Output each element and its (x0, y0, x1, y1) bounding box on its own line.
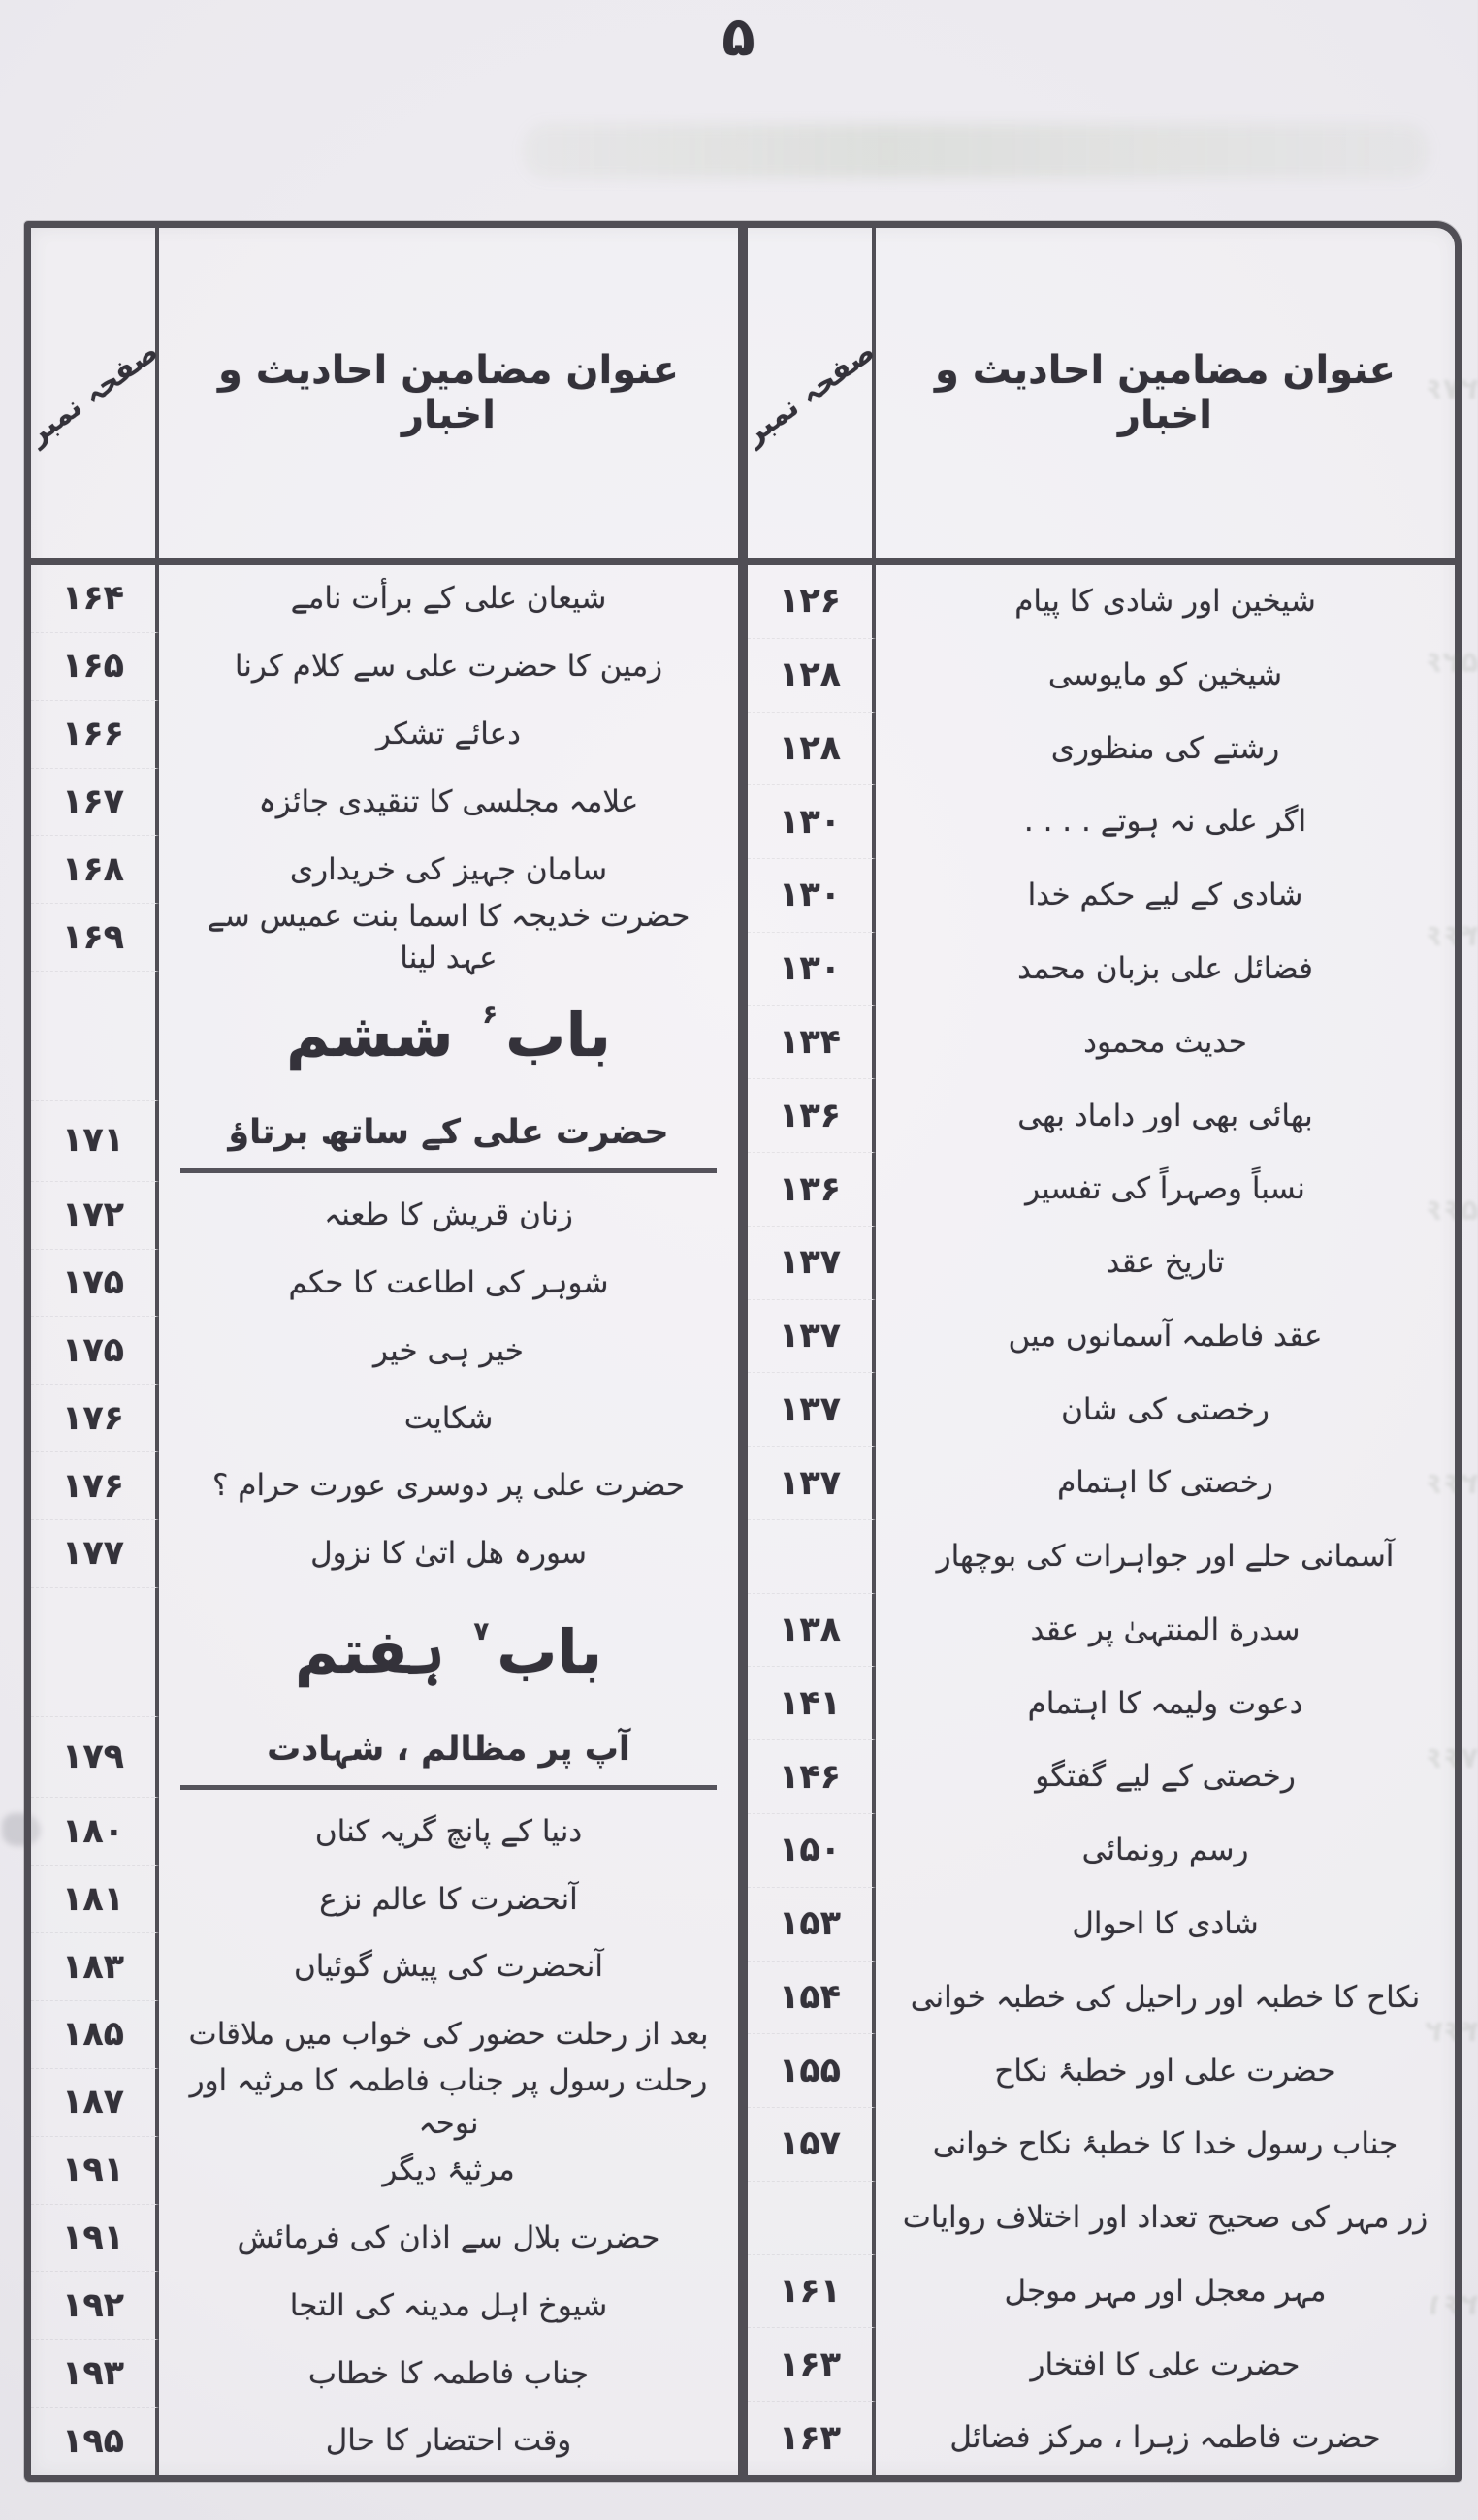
toc-row (748, 1300, 1455, 1374)
entry-title: جناب رسول خدا کا خطبۂ نکاح خوانی (932, 2126, 1398, 2162)
bleed-mark: ۴۶۲ (1425, 2014, 1478, 2049)
chapter-number: ۷ (473, 1616, 490, 1646)
toc-row (748, 1740, 1455, 1814)
entry-title: زمین کا حضرت علی سے کلام کرنا (234, 649, 663, 685)
entry-title-cell (159, 1588, 738, 1717)
toc-row (31, 1452, 738, 1520)
entry-title: رحلت رسول پر جناب فاطمہ کا مرثیہ اور نوحہ (189, 2063, 708, 2141)
entry-title-cell (159, 1520, 738, 1588)
page-number-cell (748, 785, 876, 859)
page-number-cell (31, 1385, 159, 1452)
page-number-cell (31, 2001, 159, 2069)
entry-title: زر مہر کی صحیح تعداد اور اختلاف روایات (902, 2200, 1429, 2236)
entry-title-cell (876, 785, 1455, 859)
page-number: ۱۵۷ (778, 2124, 842, 2164)
page-number-cell (748, 1888, 876, 1962)
page-number-cell (31, 1933, 159, 2001)
bleed-mark: ۴۶۶ (1425, 919, 1478, 954)
chapter-heading: باب$^۷$ ہفتم (294, 1615, 603, 1687)
page-number: ۱۶۹ (61, 917, 125, 957)
entry-title-cell (876, 2034, 1455, 2108)
chapter-row (31, 972, 738, 1101)
entry-title-cell (159, 1717, 738, 1799)
entry-title: حضرت علی کا افتخار (1030, 2346, 1301, 2382)
entry-title: شیعان علی کے برأت نامے (290, 581, 607, 617)
page-number: ۱۷۹ (61, 1738, 125, 1777)
page-number: ۱۳۷ (778, 1463, 842, 1503)
toc-row (748, 2328, 1455, 2402)
chapter-number: ۶ (482, 1001, 498, 1031)
page-number: ۱۴۱ (778, 1683, 842, 1723)
toc-row (31, 2063, 738, 2141)
page-number: ۱۵۴ (778, 1977, 842, 2017)
page-number-header: صفحہ نمبر (21, 335, 165, 451)
entry-title: سامان جہیز کی خریداری (289, 851, 608, 887)
page-number: ۱۶۵ (61, 647, 125, 686)
entry-title: دعائے تشکر (376, 716, 521, 751)
page-number-cell (748, 639, 876, 713)
toc-row (31, 565, 738, 633)
page-number-cell (748, 1814, 876, 1888)
entry-title-cell (876, 1447, 1455, 1520)
page-number: ۱۳۶ (778, 1096, 842, 1135)
page-number-cell (748, 2034, 876, 2108)
entry-title-cell (876, 1962, 1455, 2035)
page-number-cell (748, 1740, 876, 1814)
entry-title: نکاح کا خطبہ اور راحیل کی خطبہ خوانی (910, 1979, 1421, 2015)
entry-title-cell (876, 2328, 1455, 2402)
entry-title: شیخین کو مایوسی (1047, 656, 1283, 692)
page-number-cell (31, 1866, 159, 1933)
entry-title: سورہ ھل اتیٰ کا نزول (310, 1536, 587, 1572)
entry-title-cell (159, 1866, 738, 1933)
page-number: ۱۳۷ (778, 1389, 842, 1429)
entry-title: علامہ مجلسی کا تنقیدی جائزہ (258, 783, 639, 819)
toc-row (748, 1888, 1455, 1962)
section-row (31, 1101, 738, 1182)
toc-row (748, 933, 1455, 1006)
toc-row (748, 1447, 1455, 1520)
toc-row (748, 713, 1455, 786)
entry-title: مرثیۂ دیگر (382, 2152, 515, 2187)
page-number: ۱۸۷ (61, 2083, 125, 2122)
entry-title-cell (876, 565, 1455, 639)
entry-title: رخصتی کے لیے گفتگو (1035, 1759, 1296, 1795)
page-number-cell (748, 2328, 876, 2402)
toc-row (748, 1594, 1455, 1668)
toc-row (748, 1227, 1455, 1300)
toc-row (748, 2108, 1455, 2182)
page-number-cell (31, 1717, 159, 1799)
page-number: ۱۶۸ (61, 849, 125, 889)
toc-row (31, 1182, 738, 1250)
page-number-cell (31, 2069, 159, 2137)
toc-row (31, 1317, 738, 1385)
entry-title: وقت احتضار کا حال (325, 2423, 572, 2459)
page-number: ۱۳۷ (778, 1243, 842, 1283)
entry-title: خیر ہی خیر (373, 1332, 524, 1368)
toc-rows-right (748, 565, 1455, 2475)
toc-row (31, 1520, 738, 1588)
page-number: ۱۷۷ (61, 1534, 125, 1574)
bleed-mark: ۲۷۶ (1425, 371, 1478, 406)
toc-row (31, 633, 738, 701)
toc-half-left (21, 228, 748, 2475)
entry-title: دعوت ولیمہ کا اہتمام (1027, 1685, 1303, 1721)
toc-row (748, 565, 1455, 639)
page-number-cell (31, 1452, 159, 1520)
entry-title-cell (159, 898, 738, 976)
toc-row (748, 1962, 1455, 2035)
section-title: آپ پر مظالم ، شہادت (180, 1726, 717, 1790)
toc-half-right (738, 228, 1455, 2475)
page-number: ۱۲۸ (778, 728, 842, 768)
page-number-cell (748, 2108, 876, 2182)
page-number: ۱۷۵ (61, 1330, 125, 1370)
page-number-cell (748, 1227, 876, 1300)
page-number: ۱۸۱ (61, 1879, 125, 1919)
entry-title-cell (159, 2272, 738, 2340)
entry-title: حضرت بلال سے اذان کی فرمائش (237, 2219, 660, 2255)
toc-row (748, 2402, 1455, 2475)
page-number: ۱۲۶ (778, 582, 842, 622)
toc-row (31, 2408, 738, 2475)
bleed-mark: ۲۶۶ (1425, 1467, 1478, 1502)
entry-title: حضرت علی اور خطبۂ نکاح (994, 2053, 1336, 2089)
entry-title: آنحضرت کا عالم نزع (319, 1881, 578, 1917)
page-number-cell (748, 713, 876, 786)
entry-title-cell (876, 2108, 1455, 2182)
entry-title-cell (876, 1888, 1455, 1962)
entry-title-cell (159, 633, 738, 701)
entry-title-cell (159, 565, 738, 633)
entry-title: جناب فاطمہ کا خطاب (307, 2355, 590, 2391)
entry-title: تاریخ عقد (1106, 1245, 1225, 1281)
toc-row (31, 2340, 738, 2408)
page-number: ۱۸۵ (61, 2015, 125, 2055)
folio-page-number: ۵ (722, 6, 755, 69)
entry-title-cell (876, 859, 1455, 933)
bleed-mark: ۵۲۶ (1425, 646, 1478, 681)
page-number-header-cell (738, 228, 882, 558)
entry-title-cell (159, 1101, 738, 1182)
page-number-cell (31, 2272, 159, 2340)
entry-title: شوہر کی اطاعت کا حکم (288, 1264, 609, 1300)
page-number: ۱۳۰ (778, 949, 842, 989)
entry-title-cell (876, 1814, 1455, 1888)
page-number: ۱۹۵ (61, 2422, 125, 2462)
entry-title-cell (876, 1740, 1455, 1814)
entry-title-cell (876, 1667, 1455, 1740)
entry-title-cell (159, 1798, 738, 1866)
toc-row (31, 836, 738, 904)
titles-header: عنوان مضامین احادیث و اخبار (935, 348, 1396, 437)
page-number-cell (748, 1153, 876, 1227)
entry-title-cell (876, 713, 1455, 786)
page-number-cell (31, 1250, 159, 1318)
entry-title: عقد فاطمہ آسمانوں میں (1008, 1318, 1323, 1354)
entry-title-cell (159, 2408, 738, 2475)
entry-title-cell (159, 2063, 738, 2141)
toc-row (748, 1079, 1455, 1153)
titles-header: عنوان مضامین احادیث و اخبار (218, 348, 679, 437)
toc-row (748, 785, 1455, 859)
page-number: ۱۲۸ (778, 655, 842, 695)
entry-title: رسم رونمائی (1081, 1833, 1249, 1868)
toc-row (31, 2001, 738, 2069)
section-row (31, 1717, 738, 1799)
entry-title: دنیا کے پانچ گریہ کناں (314, 1813, 583, 1849)
entry-title: نسباً وصہراً کی تفسیر (1025, 1171, 1305, 1207)
page-number: ۱۷۵ (61, 1263, 125, 1302)
entry-title-cell (159, 2340, 738, 2408)
page-number-cell (31, 1520, 159, 1588)
page-number-cell (748, 1079, 876, 1153)
page-number-cell (31, 1798, 159, 1866)
entry-title: حضرت فاطمہ زہرا ، مرکز فضائل (949, 2420, 1381, 2456)
entry-title-cell (876, 2182, 1455, 2255)
page-number-cell (748, 1520, 876, 1594)
page-number: ۱۶۶ (61, 715, 125, 754)
page-number: ۱۵۳ (778, 1904, 842, 1944)
entry-title: رخصتی کا اہتمام (1057, 1465, 1273, 1501)
toc-row (748, 1667, 1455, 1740)
page-number-cell (748, 1594, 876, 1668)
toc-table (21, 221, 1462, 2482)
toc-row (31, 769, 738, 837)
page-number: ۱۹۳ (61, 2353, 125, 2393)
entry-title-cell (876, 1373, 1455, 1447)
entry-title-cell (876, 1300, 1455, 1374)
toc-row (748, 859, 1455, 933)
page-number-cell (31, 769, 159, 837)
page-number: ۱۳۷ (778, 1317, 842, 1356)
entry-title-cell (159, 769, 738, 837)
page-number: ۱۸۳ (61, 1947, 125, 1987)
entry-title-cell (876, 1520, 1455, 1594)
page-number-cell (748, 933, 876, 1006)
page-number-cell (31, 972, 159, 1101)
entry-title-cell (876, 639, 1455, 713)
toc-row (31, 1385, 738, 1452)
page-number: ۱۳۸ (778, 1611, 842, 1650)
entry-title: آسمانی حلے اور جواہرات کی بوچھار (936, 1539, 1395, 1575)
toc-row (748, 639, 1455, 713)
entry-title-cell (159, 1250, 738, 1318)
page-number-cell (748, 1300, 876, 1374)
entry-title-cell (159, 2137, 738, 2205)
page-number-header: صفحہ نمبر (738, 335, 882, 451)
page-number-cell (748, 2255, 876, 2329)
entry-title: شیوخ اہل مدینہ کی التجا (289, 2287, 608, 2323)
entry-title-cell (159, 2205, 738, 2273)
chapter-row (31, 1588, 738, 1717)
entry-title-cell (159, 1933, 738, 2001)
page-number-cell (31, 836, 159, 904)
entry-title: رخصتی کی شان (1061, 1391, 1269, 1427)
page-number-cell (748, 2402, 876, 2475)
page-number-cell (31, 701, 159, 769)
toc-row (31, 898, 738, 976)
page-number: ۱۷۶ (61, 1398, 125, 1438)
page-number: ۱۳۰ (778, 876, 842, 915)
entry-title: حضرت علی پر دوسری عورت حرام ؟ (211, 1468, 686, 1504)
entry-title: حضرت خدیجہ کا اسما بنت عمیس سے عہد لینا (207, 898, 691, 976)
toc-rows-left (31, 565, 738, 2475)
entry-title-cell (159, 2001, 738, 2069)
entry-title-cell (159, 1182, 738, 1250)
entry-title-cell (876, 1594, 1455, 1668)
toc-row (31, 1250, 738, 1318)
entry-title: شیخین اور شادی کا پیام (1014, 584, 1316, 620)
page-number: ۱۶۷ (61, 782, 125, 821)
entry-title: فضائل علی بزبان محمد (1017, 951, 1313, 987)
entry-title: آنحضرت کی پیش گوئیاں (293, 1949, 604, 1985)
entry-title: شادی کا احوال (1072, 1905, 1259, 1941)
bleed-mark: ۲۶۱ (1425, 2288, 1478, 2323)
page-number: ۱۴۶ (778, 1757, 842, 1797)
page-number-cell (31, 2408, 159, 2475)
toc-header-left (21, 228, 738, 565)
page-number-cell (748, 1667, 876, 1740)
toc-row (31, 1798, 738, 1866)
entry-title-cell (876, 2402, 1455, 2475)
page-number: ۱۳۰ (778, 802, 842, 842)
chapter-heading: باب$^۶$ ششم (286, 1000, 612, 1071)
page-number: ۱۹۲ (61, 2285, 125, 2325)
page-number: ۱۶۳ (778, 2345, 842, 2384)
page-number: ۱۹۱ (61, 2218, 125, 2258)
page-number: ۱۶۱ (778, 2271, 842, 2311)
entry-title-cell (159, 836, 738, 904)
scan-smudge (524, 124, 1429, 178)
page-number: ۱۵۰ (778, 1831, 842, 1870)
entry-title-cell (159, 1452, 738, 1520)
page-number-cell (31, 2137, 159, 2205)
page-number-cell (748, 2182, 876, 2255)
page-number-cell (31, 633, 159, 701)
page-number: ۱۹۱ (61, 2151, 125, 2190)
page-number-cell (31, 565, 159, 633)
entry-title-cell (159, 1317, 738, 1385)
entry-title-cell (159, 972, 738, 1101)
page-number: ۱۷۱ (61, 1121, 125, 1161)
page-number: ۱۷۶ (61, 1466, 125, 1506)
page-number-header-cell (21, 228, 165, 558)
toc-row (748, 2255, 1455, 2329)
toc-row (31, 2205, 738, 2273)
bleed-mark: ۵۶۶ (1425, 1193, 1478, 1228)
toc-row (31, 2137, 738, 2205)
entry-title-cell (876, 933, 1455, 1006)
toc-row (748, 1373, 1455, 1447)
entry-title-cell (159, 701, 738, 769)
entry-title: شادی کے لیے حکم خدا (1027, 877, 1303, 913)
toc-row (748, 2182, 1455, 2255)
bleed-mark: ۷۶۶ (1425, 1740, 1478, 1775)
page-number: ۱۶۳ (778, 2419, 842, 2459)
page-number-cell (748, 1373, 876, 1447)
page-number-cell (748, 565, 876, 639)
toc-row (748, 1520, 1455, 1594)
page-number-cell (748, 1962, 876, 2035)
page-number: ۱۷۲ (61, 1196, 125, 1235)
entry-title: مہر معجل اور مہر موجل (1004, 2273, 1327, 2309)
page-number-cell (31, 1101, 159, 1182)
toc-row (748, 1814, 1455, 1888)
entry-title: رشتے کی منظوری (1050, 730, 1280, 766)
page-number-cell (31, 1182, 159, 1250)
entry-title: اگر علی نہ ہوتے . . . . (1023, 804, 1307, 840)
page-number: ۱۵۵ (778, 2051, 842, 2090)
page-number-cell (31, 1317, 159, 1385)
toc-row (31, 1866, 738, 1933)
section-title: حضرت علی کے ساتھ برتاؤ (180, 1109, 717, 1173)
toc-row (31, 1933, 738, 2001)
entry-title: حدیث محمود (1083, 1024, 1247, 1060)
page-number: ۱۳۶ (778, 1169, 842, 1209)
page-number-cell (748, 859, 876, 933)
page-number: ۱۳۴ (778, 1022, 842, 1062)
page-number-cell (748, 1006, 876, 1080)
toc-row (748, 2034, 1455, 2108)
page-number-cell (31, 904, 159, 972)
entry-title: زنان قریش کا طعنہ (324, 1196, 573, 1232)
entry-title-cell (876, 1006, 1455, 1080)
page-number-cell (31, 2205, 159, 2273)
page-number-cell (31, 1588, 159, 1717)
page-number-cell (31, 2340, 159, 2408)
toc-row (748, 1153, 1455, 1227)
entry-title: سدرة المنتہیٰ پر عقد (1030, 1611, 1301, 1647)
entry-title: بعد از رحلت حضور کی خواب میں ملاقات (188, 2017, 709, 2053)
toc-row (31, 2272, 738, 2340)
page-number-cell (748, 1447, 876, 1520)
toc-row (31, 701, 738, 769)
entry-title-cell (876, 1227, 1455, 1300)
page-number: ۱۶۴ (61, 579, 125, 619)
entry-title: شکایت (403, 1400, 494, 1436)
entry-title-cell (876, 2255, 1455, 2329)
toc-row (748, 1006, 1455, 1080)
entry-title: بھائی بھی اور داماد بھی (1017, 1098, 1313, 1133)
entry-title-cell (876, 1079, 1455, 1153)
page-number: ۱۸۰ (61, 1811, 125, 1851)
entry-title-cell (159, 1385, 738, 1452)
toc-header-right (738, 228, 1455, 565)
entry-title-cell (876, 1153, 1455, 1227)
